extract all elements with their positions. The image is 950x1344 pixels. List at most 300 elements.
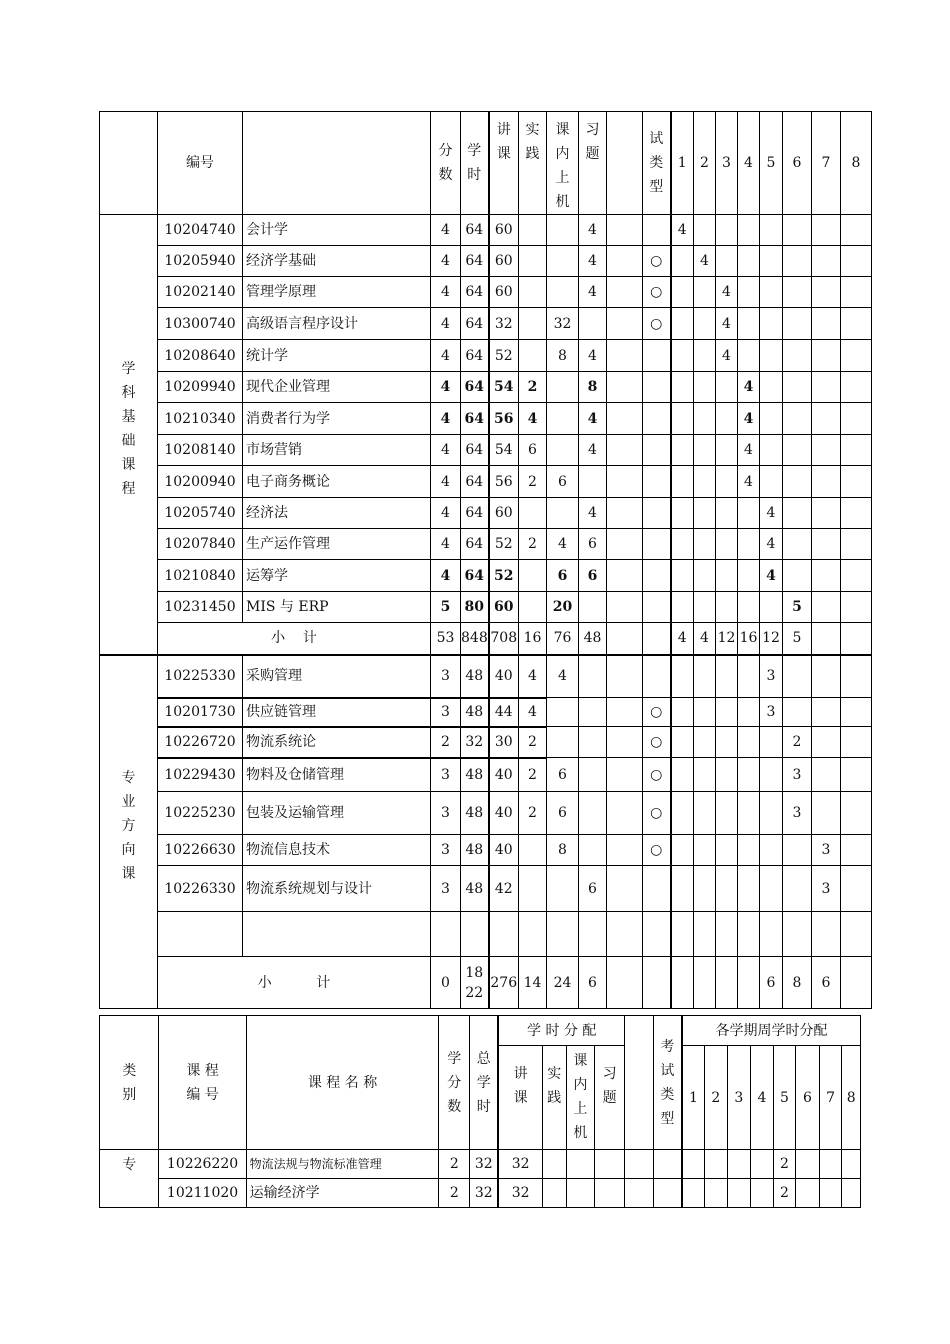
term-2-cell — [694, 529, 716, 560]
lab-cell — [547, 758, 579, 792]
lecture-cell — [489, 835, 519, 866]
credit-cell — [431, 655, 461, 698]
course-name-text: 供应链管理 — [246, 704, 316, 720]
exercise-header-text: 习题 — [602, 1065, 617, 1106]
practice-cell — [542, 1150, 566, 1179]
credit-cell — [431, 912, 461, 957]
hours-cell-text: 48 — [465, 880, 484, 897]
term-3-cell — [716, 340, 738, 372]
course-code — [158, 246, 243, 277]
lecture-cell-text: 60 — [494, 222, 513, 238]
blank-cell — [607, 758, 643, 792]
practice-cell — [519, 835, 547, 866]
term-8-cell — [841, 246, 872, 277]
exam-type-cell — [643, 403, 671, 435]
term-1-cell — [671, 957, 694, 1009]
term-3-cell — [716, 592, 738, 623]
exercise-header-text: 习题 — [585, 122, 600, 162]
hours-cell — [461, 215, 489, 246]
term-6-cell — [783, 758, 812, 792]
lab-cell — [547, 435, 579, 466]
course-name-text: 物流系统规划与设计 — [246, 880, 372, 897]
term-3-cell-text: 12 — [717, 630, 736, 647]
term-7-cell — [812, 655, 841, 698]
credit-cell-text: 4 — [441, 222, 450, 238]
exam-type-cell — [643, 435, 671, 466]
exercise-cell — [579, 592, 607, 623]
term-2-cell — [694, 835, 716, 866]
term-2-cell — [705, 1179, 728, 1208]
term-7-cell — [812, 866, 841, 912]
term-7-cell-text: 6 — [821, 974, 831, 991]
term-6-cell — [783, 246, 812, 277]
course-name-text: 现代企业管理 — [246, 379, 330, 395]
credit-header — [439, 1016, 470, 1150]
credit-cell — [431, 308, 461, 340]
course-code-text: 10207840 — [164, 536, 236, 552]
code-header-text: 编号 — [186, 155, 214, 171]
exam-type-cell-text: ○ — [650, 734, 663, 750]
credit-cell — [431, 466, 461, 498]
term-7-cell — [812, 277, 841, 308]
practice-cell — [519, 592, 547, 623]
blank-cell — [625, 1179, 654, 1208]
term-2-cell — [694, 277, 716, 308]
practice-cell — [519, 912, 547, 957]
course-code-text: 10226630 — [164, 842, 236, 858]
course-name-text: 市场营销 — [246, 442, 302, 458]
exam-type-cell — [643, 957, 671, 1009]
lecture-cell-text: 40 — [494, 668, 513, 684]
exercise-cell — [579, 215, 607, 246]
credit-cell — [431, 340, 461, 372]
table-row — [100, 866, 872, 912]
hours-cell-text: 32 — [474, 1156, 493, 1172]
lab-cell — [547, 655, 579, 698]
lecture-cell-text: 52 — [494, 567, 514, 584]
term-6-cell — [783, 215, 812, 246]
term-3-cell — [716, 277, 738, 308]
course-name — [243, 529, 431, 560]
term-4-cell — [738, 835, 760, 866]
exam-type-cell-text: ○ — [650, 805, 663, 821]
lecture-cell — [489, 403, 519, 435]
practice-cell — [519, 498, 547, 529]
exercise-cell — [579, 655, 607, 698]
code-header-text: 课 程 编 号 — [186, 1062, 219, 1103]
term-6-cell — [783, 403, 812, 435]
term-2-cell — [694, 698, 716, 727]
blank-cell — [607, 435, 643, 466]
term-8-cell — [841, 592, 872, 623]
hours-cell-text: 48 — [465, 842, 484, 858]
term-7-cell — [812, 957, 841, 1009]
table-row — [100, 623, 872, 655]
table-row — [100, 835, 872, 866]
credit-cell-text: 5 — [440, 599, 451, 615]
term-3-cell — [716, 498, 738, 529]
category-cell — [100, 655, 158, 1009]
term-2-cell — [694, 655, 716, 698]
term-7-cell — [812, 435, 841, 466]
table-row — [100, 340, 872, 372]
term-8-cell — [841, 560, 872, 592]
credit-cell-text: 4 — [441, 284, 450, 300]
blank-cell — [607, 340, 643, 372]
course-code — [158, 727, 243, 758]
lecture-cell — [489, 592, 519, 623]
credit-cell — [431, 698, 461, 727]
term-7-cell — [812, 466, 841, 498]
course-code — [158, 403, 243, 435]
term-7-cell — [812, 308, 841, 340]
exercise-cell — [579, 277, 607, 308]
term-5-cell — [760, 698, 783, 727]
term-3-cell — [716, 835, 738, 866]
exercise-cell — [579, 957, 607, 1009]
course-code — [159, 1150, 246, 1179]
credit-cell-text: 3 — [441, 880, 450, 897]
course-code-text: 10226220 — [166, 1156, 239, 1172]
term-5-cell — [760, 340, 783, 372]
category-cell-text: 专 — [122, 1157, 137, 1173]
term-3-header — [716, 112, 738, 215]
exercise-cell — [579, 912, 607, 957]
subtotal-label-text: 小 计 — [257, 974, 331, 991]
lecture-cell-text: 54 — [494, 379, 514, 395]
practice-cell — [519, 372, 547, 403]
credit-cell-text: 4 — [440, 379, 451, 395]
name-header-text: 课 程 名 称 — [307, 1074, 378, 1091]
category-cell-text: 学科基础课程 — [121, 360, 136, 497]
term-2-cell — [694, 435, 716, 466]
term-5-cell — [760, 215, 783, 246]
hours-header-text: 总学时 — [476, 1050, 491, 1115]
term-2-cell — [694, 912, 716, 957]
course-name — [243, 912, 431, 957]
exercise-cell — [579, 835, 607, 866]
course-name-text: 高级语言程序设计 — [246, 315, 358, 332]
term-8-cell — [841, 912, 872, 957]
term-7-cell — [812, 592, 841, 623]
credit-cell — [439, 1179, 470, 1208]
term-6-cell — [783, 340, 812, 372]
hours-cell — [461, 403, 489, 435]
lecture-cell-text: 60 — [494, 284, 513, 300]
hours-cell — [461, 435, 489, 466]
course-name-text: 管理学原理 — [246, 284, 316, 300]
exercise-cell — [595, 1179, 625, 1208]
term-8-cell — [841, 792, 872, 835]
term-1-cell — [671, 308, 694, 340]
course-code — [158, 340, 243, 372]
term-6-cell — [783, 435, 812, 466]
hours-cell — [461, 246, 489, 277]
table-row — [100, 758, 872, 792]
credit-cell — [431, 866, 461, 912]
term-3-header-text: 3 — [734, 1089, 744, 1106]
term-2-cell — [694, 560, 716, 592]
practice-cell — [519, 623, 547, 655]
course-name — [243, 655, 431, 698]
lecture-cell — [489, 727, 519, 758]
term-7-header — [819, 1046, 842, 1150]
course-name — [243, 698, 431, 727]
term-4-cell — [738, 246, 760, 277]
exercise-cell — [579, 340, 607, 372]
practice-cell-text: 16 — [523, 630, 542, 647]
term-1-cell — [671, 560, 694, 592]
term-6-header-text: 6 — [792, 155, 802, 171]
term-8-cell — [842, 1150, 861, 1179]
course-code — [158, 835, 243, 866]
practice-cell — [519, 308, 547, 340]
term-3-cell — [716, 372, 738, 403]
term-1-cell — [671, 792, 694, 835]
hours-cell — [461, 340, 489, 372]
term-3-cell — [716, 957, 738, 1009]
credit-cell-text: 4 — [441, 253, 450, 269]
course-code — [159, 1179, 246, 1208]
subtotal-label — [158, 957, 431, 1009]
course-name — [243, 592, 431, 623]
blank-header — [625, 1016, 654, 1150]
lecture-cell-text: 40 — [494, 842, 513, 858]
term-3-cell-text: 4 — [722, 347, 731, 364]
credit-cell — [431, 727, 461, 758]
term-8-cell — [841, 215, 872, 246]
term-6-cell — [783, 277, 812, 308]
term-4-header — [738, 112, 760, 215]
term-6-cell — [783, 372, 812, 403]
credit-cell-text: 3 — [441, 766, 450, 783]
lecture-cell — [498, 1150, 542, 1179]
hours-cell — [461, 529, 489, 560]
lecture-cell — [489, 277, 519, 308]
lecture-cell — [489, 308, 519, 340]
lab-cell — [547, 215, 579, 246]
term-5-cell — [760, 498, 783, 529]
term-7-cell — [812, 340, 841, 372]
lecture-cell — [489, 655, 519, 698]
lab-cell — [547, 835, 579, 866]
blank-cell — [607, 592, 643, 623]
exam-type-cell — [653, 1150, 682, 1179]
term-3-cell — [716, 529, 738, 560]
lecture-cell-text: 44 — [494, 704, 513, 720]
term-6-cell-text: 5 — [792, 630, 802, 647]
term-5-cell-text: 2 — [779, 1185, 789, 1201]
lab-cell — [547, 403, 579, 435]
term-6-cell-text: 3 — [792, 766, 802, 783]
lecture-cell-text: 60 — [494, 253, 513, 269]
term-7-cell — [812, 246, 841, 277]
hours-cell-text: 64 — [465, 347, 484, 364]
course-code-text: 10225230 — [164, 805, 236, 821]
term-1-header — [671, 112, 694, 215]
lecture-cell — [489, 623, 519, 655]
practice-header — [519, 112, 547, 215]
lecture-cell-text: 276 — [490, 974, 518, 991]
hours-cell-text: 32 — [465, 734, 484, 750]
lab-cell — [547, 727, 579, 758]
term-6-cell — [783, 655, 812, 698]
lecture-cell-text: 32 — [511, 1156, 530, 1172]
practice-cell-text: 2 — [528, 805, 537, 821]
exercise-cell — [579, 372, 607, 403]
term-6-header — [783, 112, 812, 215]
course-name — [243, 215, 431, 246]
practice-header — [542, 1046, 566, 1150]
blank-header — [607, 112, 643, 215]
lab-cell — [547, 623, 579, 655]
exam-type-cell — [643, 758, 671, 792]
term-8-cell — [841, 835, 872, 866]
term-6-cell — [783, 560, 812, 592]
exercise-cell-text: 6 — [587, 567, 598, 584]
term-6-cell — [783, 592, 812, 623]
lecture-cell-text: 52 — [494, 347, 513, 364]
curriculum-table-upper — [99, 111, 872, 1009]
term-3-cell — [716, 623, 738, 655]
lab-cell-text: 6 — [558, 473, 567, 490]
term-3-cell — [716, 698, 738, 727]
term-4-cell — [738, 560, 760, 592]
exercise-cell-text: 4 — [588, 284, 597, 300]
credit-cell — [431, 592, 461, 623]
term-2-cell — [694, 792, 716, 835]
term-4-cell — [738, 498, 760, 529]
term-5-cell-text: 4 — [766, 567, 776, 584]
lab-cell — [547, 912, 579, 957]
practice-cell — [519, 957, 547, 1009]
term-1-cell-text: 4 — [677, 222, 687, 238]
term-8-cell — [841, 340, 872, 372]
term-6-cell — [783, 835, 812, 866]
course-code — [158, 792, 243, 835]
term-4-cell — [738, 623, 760, 655]
practice-cell-text: 4 — [527, 410, 538, 427]
practice-cell-text: 2 — [528, 536, 537, 552]
hours-cell — [461, 792, 489, 835]
exercise-cell — [579, 308, 607, 340]
blank-cell — [607, 560, 643, 592]
exercise-cell — [595, 1150, 625, 1179]
practice-cell-text: 14 — [523, 974, 542, 991]
exercise-cell-text: 4 — [588, 505, 597, 521]
lecture-header — [498, 1046, 542, 1150]
lecture-cell — [489, 758, 519, 792]
term-7-cell — [819, 1150, 842, 1179]
practice-cell-text: 2 — [528, 734, 537, 750]
term-4-cell — [738, 340, 760, 372]
term-2-cell-text: 4 — [700, 253, 709, 269]
exam-type-cell — [643, 592, 671, 623]
exam-type-cell — [643, 792, 671, 835]
practice-cell — [542, 1179, 566, 1208]
term-6-cell — [783, 727, 812, 758]
lab-cell — [547, 866, 579, 912]
term-2-header — [705, 1046, 728, 1150]
lecture-cell-text: 40 — [494, 805, 513, 821]
term-3-cell — [716, 560, 738, 592]
credit-cell — [431, 435, 461, 466]
exam-type-header — [643, 112, 671, 215]
term-6-cell — [783, 957, 812, 1009]
term-1-cell — [671, 246, 694, 277]
term-6-cell — [783, 866, 812, 912]
term-4-header-text: 4 — [744, 155, 753, 171]
course-code — [158, 498, 243, 529]
term-6-cell — [783, 792, 812, 835]
term-4-cell — [738, 277, 760, 308]
course-code — [158, 372, 243, 403]
exercise-cell — [579, 435, 607, 466]
term-1-cell — [671, 215, 694, 246]
exam-type-cell — [653, 1179, 682, 1208]
lab-cell-text: 6 — [558, 805, 567, 821]
term-8-cell — [841, 623, 872, 655]
term-3-cell-text: 4 — [722, 284, 731, 300]
hours-cell — [470, 1150, 499, 1179]
hours-cell-text: 64 — [465, 473, 484, 490]
exercise-cell-text: 4 — [588, 253, 597, 269]
blank-cell — [607, 498, 643, 529]
term-8-cell — [841, 466, 872, 498]
hours-cell-text: 48 — [465, 704, 484, 720]
weekly-hours-header — [682, 1016, 861, 1046]
lecture-cell-text: 32 — [511, 1185, 530, 1201]
course-name-text: 物流法规与物流标准管理 — [249, 1157, 382, 1171]
lecture-cell-text: 54 — [494, 442, 513, 458]
term-3-cell — [716, 655, 738, 698]
lab-cell-text: 6 — [558, 766, 567, 783]
term-8-cell — [841, 403, 872, 435]
course-name-text: 运筹学 — [246, 567, 288, 584]
term-4-cell — [738, 435, 760, 466]
hours-cell-text: 1822 — [465, 964, 484, 1001]
term-4-cell — [738, 215, 760, 246]
term-1-cell — [671, 277, 694, 308]
hours-cell — [461, 466, 489, 498]
term-1-cell — [671, 529, 694, 560]
credit-cell-text: 4 — [441, 505, 450, 521]
term-5-cell — [760, 623, 783, 655]
weekly-hours-header-text: 各学期周学时分配 — [715, 1022, 828, 1039]
term-5-cell — [773, 1179, 796, 1208]
credit-cell-text: 2 — [449, 1156, 459, 1172]
exam-type-header-text: 试类型 — [649, 131, 664, 195]
credit-cell-text: 2 — [449, 1185, 459, 1201]
term-8-cell — [841, 727, 872, 758]
term-8-cell — [841, 277, 872, 308]
term-6-cell — [783, 308, 812, 340]
lecture-cell — [489, 698, 519, 727]
credit-cell — [431, 215, 461, 246]
term-5-cell — [760, 277, 783, 308]
term-6-cell-text: 5 — [792, 599, 802, 615]
course-name — [243, 372, 431, 403]
exam-type-cell-text: ○ — [650, 315, 663, 332]
course-code-text: 10205940 — [164, 253, 236, 269]
exercise-cell-text: 48 — [583, 630, 602, 647]
credit-cell-text: 3 — [441, 805, 450, 821]
exam-type-cell — [643, 340, 671, 372]
term-2-header-text: 2 — [711, 1089, 721, 1106]
term-5-cell — [773, 1150, 796, 1179]
hours-cell — [461, 308, 489, 340]
term-4-cell — [751, 1179, 774, 1208]
